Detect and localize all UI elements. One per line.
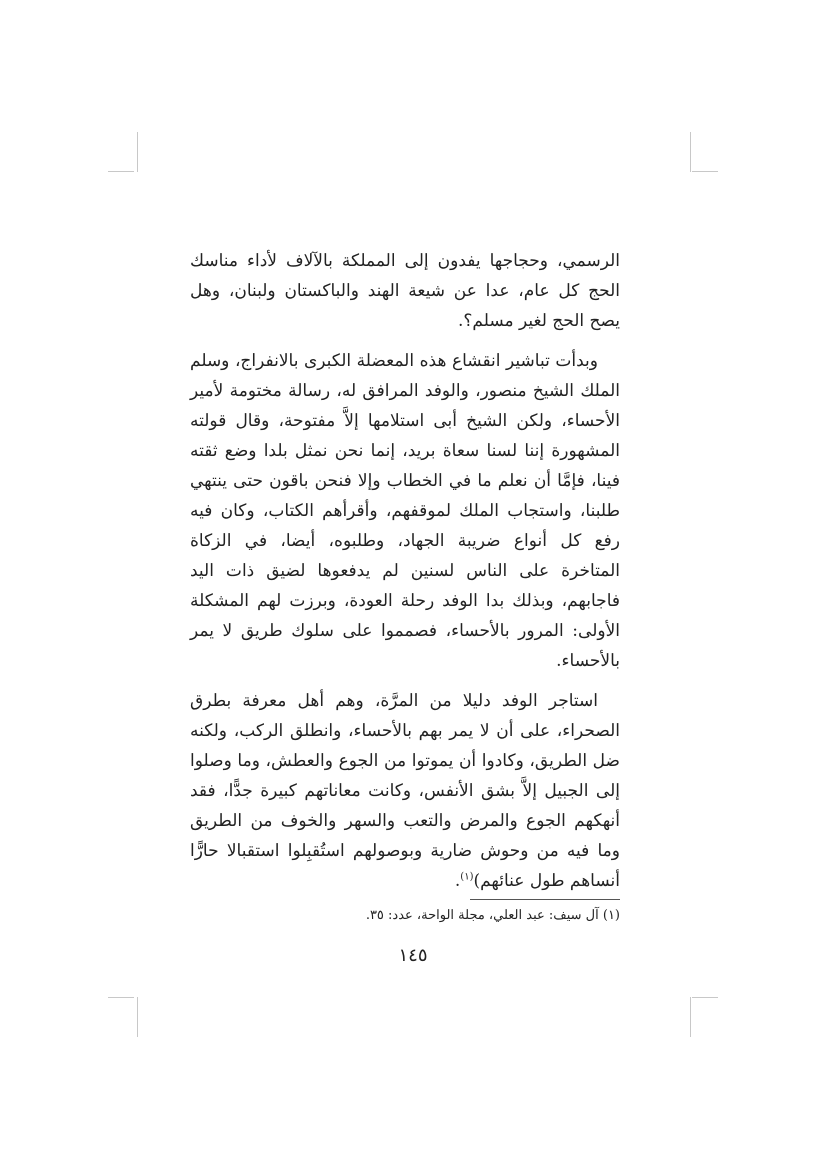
crop-mark-bottom-left-horizontal <box>108 997 134 998</box>
paragraph-1: الرسمي، وحجاجها يفدون إلى المملكة بالآلاف لأداء مناسك الحج كل عام، عدا عن شيعة الهند والباكستان ولبنان، وهل يصح الحج لغير مسلم؟. <box>190 251 620 331</box>
crop-mark-bottom-left-vertical <box>137 997 138 1037</box>
page-number: ١٤٥ <box>398 945 428 966</box>
footnote: (١) آل سيف: عبد العلي، مجلة الواحة، عدد: ٣٥. <box>365 908 620 923</box>
crop-mark-top-right-vertical <box>690 132 691 172</box>
crop-mark-bottom-right-vertical <box>690 997 691 1037</box>
crop-mark-top-left-horizontal <box>108 171 134 172</box>
paragraph-3-end: . <box>454 871 461 891</box>
body-text <box>190 246 620 896</box>
footnote-reference[interactable]: (١) <box>460 871 474 883</box>
paragraph-3 <box>190 686 620 896</box>
paragraph-3-text: استاجر الوفد دليلا من المرَّة، وهم أهل معرفة بطرق الصحراء، على أن لا يمر بهم بالأحساء، وانطلق الركب، ولكنه ضل الطريق، وكادوا أن يموتوا من الجوع والعطش، وما وصلوا إلى الجبيل إلاَّ بشق الأنفس، وكانت معاناتهم كبيرة جدًّا، فقد أنهكهم الجوع والمرض والتعب والسهر والخوف من الطريق وما فيه من وحوش ضارية وبوصولهم استُقبِلوا استقبالا حارًّا أنساهم طول عنائهم) <box>190 691 620 891</box>
crop-mark-bottom-right-horizontal <box>692 997 718 998</box>
footnote-divider <box>470 899 620 900</box>
paragraph-2: وبدأت تباشير انقشاع هذه المعضلة الكبرى بالانفراج، وسلم الملك الشيخ منصور، والوفد المرافق له، رسالة مختومة لأمير الأحساء، ولكن الشيخ أبى استلامها إلاَّ مفتوحة، وقال قولته المشهورة إننا لسنا سعاة بريد، إنما نحن نمثل بلدا وضع ثقته فينا، فإمَّا أن نعلم ما في الخطاب وإلا فنحن باقون حتى ينتهي طلبنا، واستجاب الملك لموقفهم، وأقرأهم الكتاب، وكان فيه رفع كل أنواع ضريبة الجهاد، وطلبوه، أيضا، في الزكاة المتاخرة على الناس لسنين لم يدفعوها لضيق ذات اليد فاجابهم، وبذلك بدا الوفد رحلة العودة، وبرزت لهم المشكلة الأولى: المرور بالأحساء، فصمموا على سلوك طريق لا يمر بالأحساء. <box>190 351 620 671</box>
crop-mark-top-right-horizontal <box>692 171 718 172</box>
crop-mark-top-left-vertical <box>137 132 138 172</box>
